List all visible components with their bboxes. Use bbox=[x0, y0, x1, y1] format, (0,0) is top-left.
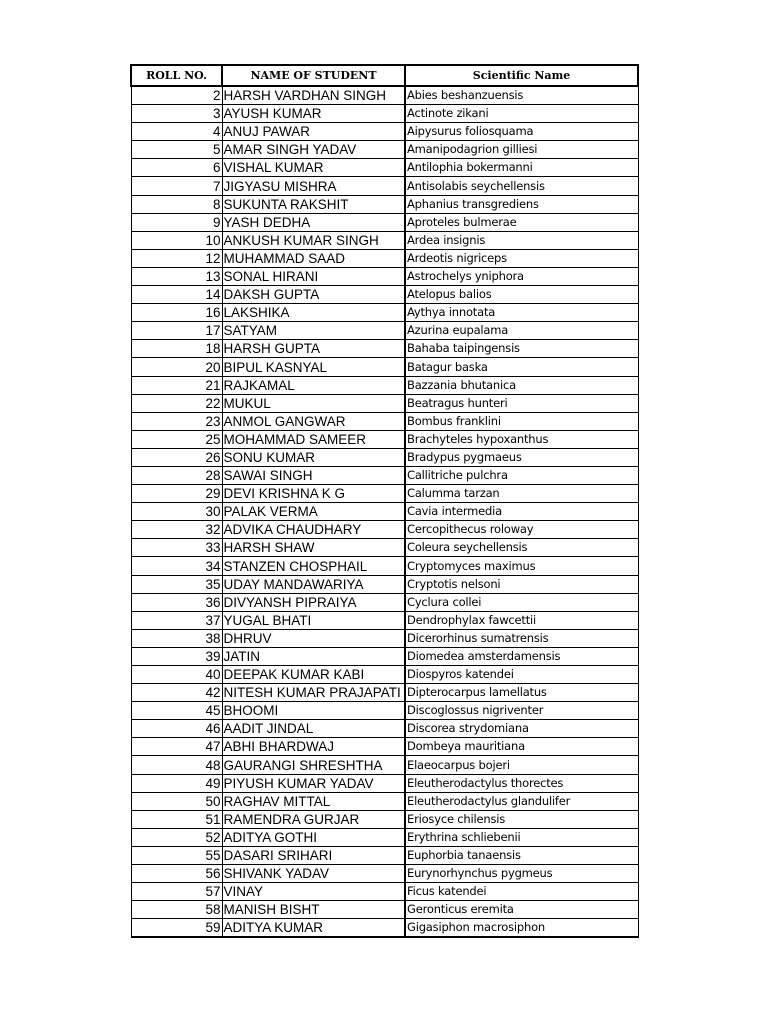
scientific-name-cell: Dendrophylax fawcettii bbox=[405, 611, 638, 629]
roll-number-cell: 55 bbox=[131, 846, 222, 864]
scientific-name-cell: Aipysurus foliosquama bbox=[405, 123, 638, 141]
table-row bbox=[131, 593, 638, 611]
roll-number-cell: 48 bbox=[131, 756, 222, 774]
student-name-cell: ABHI BHARDWAJ bbox=[222, 738, 405, 756]
student-name-cell: RAMENDRA GURJAR bbox=[222, 810, 405, 828]
roll-number-cell: 3 bbox=[131, 105, 222, 123]
scientific-name-cell: Aproteles bulmerae bbox=[405, 213, 638, 231]
student-name-cell: DIVYANSH PIPRAIYA bbox=[222, 593, 405, 611]
scientific-name-cell: Coleura seychellensis bbox=[405, 539, 638, 557]
table-row bbox=[131, 521, 638, 539]
roll-number-cell: 33 bbox=[131, 539, 222, 557]
roll-number-cell: 14 bbox=[131, 286, 222, 304]
table-row bbox=[131, 394, 638, 412]
student-name-cell: MOHAMMAD SAMEER bbox=[222, 430, 405, 448]
scientific-name-cell: Eleutherodactylus glandulifer bbox=[405, 792, 638, 810]
header-roll-no: ROLL NO. bbox=[131, 65, 222, 86]
scientific-name-cell: Amanipodagrion gilliesi bbox=[405, 141, 638, 159]
student-name-cell: MUHAMMAD SAAD bbox=[222, 249, 405, 267]
header-row bbox=[131, 65, 638, 86]
roll-number-cell: 23 bbox=[131, 412, 222, 430]
scientific-name-cell: Ficus katendei bbox=[405, 883, 638, 901]
scientific-name-cell: Brachyteles hypoxanthus bbox=[405, 430, 638, 448]
table-row bbox=[131, 412, 638, 430]
table-row bbox=[131, 503, 638, 521]
table-row bbox=[131, 774, 638, 792]
roll-number-cell: 10 bbox=[131, 231, 222, 249]
scientific-name-cell: Astrochelys yniphora bbox=[405, 267, 638, 285]
student-name-cell: JATIN bbox=[222, 647, 405, 665]
roll-number-cell: 30 bbox=[131, 503, 222, 521]
scientific-name-cell: Bahaba taipingensis bbox=[405, 340, 638, 358]
scientific-name-cell: Erythrina schliebenii bbox=[405, 828, 638, 846]
student-name-cell: AADIT JINDAL bbox=[222, 720, 405, 738]
roll-number-cell: 21 bbox=[131, 376, 222, 394]
student-name-cell: SONAL HIRANI bbox=[222, 267, 405, 285]
table-row bbox=[131, 466, 638, 484]
table-row bbox=[131, 792, 638, 810]
roll-number-cell: 59 bbox=[131, 919, 222, 938]
scientific-name-cell: Aythya innotata bbox=[405, 304, 638, 322]
roll-number-cell: 49 bbox=[131, 774, 222, 792]
student-name-cell: HARSH VARDHAN SINGH bbox=[222, 86, 405, 105]
table-row bbox=[131, 901, 638, 919]
roll-number-cell: 4 bbox=[131, 123, 222, 141]
roll-number-cell: 51 bbox=[131, 810, 222, 828]
scientific-name-cell: Gigasiphon macrosiphon bbox=[405, 919, 638, 938]
student-name-cell: DHRUV bbox=[222, 629, 405, 647]
scientific-name-cell: Cryptomyces maximus bbox=[405, 557, 638, 575]
table-row bbox=[131, 286, 638, 304]
table-row bbox=[131, 702, 638, 720]
roll-number-cell: 20 bbox=[131, 358, 222, 376]
scientific-name-cell: Discoglossus nigriventer bbox=[405, 702, 638, 720]
header-student-name: NAME OF STUDENT bbox=[222, 65, 405, 86]
table-row bbox=[131, 304, 638, 322]
scientific-name-cell: Beatragus hunteri bbox=[405, 394, 638, 412]
scientific-name-cell: Cyclura collei bbox=[405, 593, 638, 611]
scientific-name-cell: Eleutherodactylus thorectes bbox=[405, 774, 638, 792]
scientific-name-cell: Cercopithecus roloway bbox=[405, 521, 638, 539]
scientific-name-cell: Bazzania bhutanica bbox=[405, 376, 638, 394]
table-row bbox=[131, 105, 638, 123]
student-name-cell: ANUJ PAWAR bbox=[222, 123, 405, 141]
table-row bbox=[131, 865, 638, 883]
roll-number-cell: 38 bbox=[131, 629, 222, 647]
student-name-cell: DEEPAK KUMAR KABI bbox=[222, 666, 405, 684]
student-name-cell: DAKSH GUPTA bbox=[222, 286, 405, 304]
student-name-cell: DASARI SRIHARI bbox=[222, 846, 405, 864]
student-name-cell: YASH DEDHA bbox=[222, 213, 405, 231]
roll-number-cell: 16 bbox=[131, 304, 222, 322]
student-name-cell: ANKUSH KUMAR SINGH bbox=[222, 231, 405, 249]
roll-number-cell: 5 bbox=[131, 141, 222, 159]
student-name-cell: SONU KUMAR bbox=[222, 448, 405, 466]
roll-number-cell: 56 bbox=[131, 865, 222, 883]
roll-number-cell: 52 bbox=[131, 828, 222, 846]
scientific-name-cell: Dipterocarpus lamellatus bbox=[405, 684, 638, 702]
table-row bbox=[131, 177, 638, 195]
table-row bbox=[131, 629, 638, 647]
table-row bbox=[131, 322, 638, 340]
scientific-name-cell: Cavia intermedia bbox=[405, 503, 638, 521]
roll-number-cell: 42 bbox=[131, 684, 222, 702]
table-row bbox=[131, 448, 638, 466]
student-name-cell: SATYAM bbox=[222, 322, 405, 340]
scientific-name-cell: Aphanius transgrediens bbox=[405, 195, 638, 213]
table-row bbox=[131, 430, 638, 448]
roll-number-cell: 6 bbox=[131, 159, 222, 177]
roll-number-cell: 39 bbox=[131, 647, 222, 665]
roll-number-cell: 7 bbox=[131, 177, 222, 195]
table-row bbox=[131, 86, 638, 105]
roll-number-cell: 25 bbox=[131, 430, 222, 448]
student-name-cell: NITESH KUMAR PRAJAPATI bbox=[222, 684, 405, 702]
scientific-name-cell: Diomedea amsterdamensis bbox=[405, 647, 638, 665]
roll-number-cell: 32 bbox=[131, 521, 222, 539]
scientific-name-cell: Antilophia bokermanni bbox=[405, 159, 638, 177]
table-row bbox=[131, 738, 638, 756]
scientific-name-cell: Elaeocarpus bojeri bbox=[405, 756, 638, 774]
roll-number-cell: 17 bbox=[131, 322, 222, 340]
table-row bbox=[131, 810, 638, 828]
scientific-name-cell: Azurina eupalama bbox=[405, 322, 638, 340]
roll-number-cell: 2 bbox=[131, 86, 222, 105]
scientific-name-cell: Dombeya mauritiana bbox=[405, 738, 638, 756]
table-row bbox=[131, 340, 638, 358]
student-name-cell: VINAY bbox=[222, 883, 405, 901]
roll-number-cell: 47 bbox=[131, 738, 222, 756]
scientific-name-cell: Batagur baska bbox=[405, 358, 638, 376]
roll-number-cell: 34 bbox=[131, 557, 222, 575]
student-name-cell: LAKSHIKA bbox=[222, 304, 405, 322]
student-name-cell: RAJKAMAL bbox=[222, 376, 405, 394]
roll-number-cell: 50 bbox=[131, 792, 222, 810]
roll-number-cell: 8 bbox=[131, 195, 222, 213]
table-row bbox=[131, 666, 638, 684]
scientific-name-cell: Ardeotis nigriceps bbox=[405, 249, 638, 267]
roll-number-cell: 40 bbox=[131, 666, 222, 684]
table-row bbox=[131, 249, 638, 267]
scientific-name-cell: Bradypus pygmaeus bbox=[405, 448, 638, 466]
roll-number-cell: 58 bbox=[131, 901, 222, 919]
table-row bbox=[131, 231, 638, 249]
table-row bbox=[131, 267, 638, 285]
table-row bbox=[131, 485, 638, 503]
table-body bbox=[131, 86, 638, 937]
student-name-cell: DEVI KRISHNA K G bbox=[222, 485, 405, 503]
student-name-cell: RAGHAV MITTAL bbox=[222, 792, 405, 810]
roll-number-cell: 9 bbox=[131, 213, 222, 231]
student-name-cell: ADITYA GOTHI bbox=[222, 828, 405, 846]
roll-number-cell: 45 bbox=[131, 702, 222, 720]
table-row bbox=[131, 159, 638, 177]
table-row bbox=[131, 141, 638, 159]
table-row bbox=[131, 213, 638, 231]
scientific-name-cell: Diospyros katendei bbox=[405, 666, 638, 684]
roll-number-cell: 12 bbox=[131, 249, 222, 267]
scientific-name-cell: Eriosyce chilensis bbox=[405, 810, 638, 828]
student-name-cell: SUKUNTA RAKSHIT bbox=[222, 195, 405, 213]
scientific-name-cell: Discorea strydomiana bbox=[405, 720, 638, 738]
table-row bbox=[131, 919, 638, 938]
table-row bbox=[131, 123, 638, 141]
student-name-cell: ADVIKA CHAUDHARY bbox=[222, 521, 405, 539]
roll-number-cell: 37 bbox=[131, 611, 222, 629]
scientific-name-cell: Atelopus balios bbox=[405, 286, 638, 304]
table-row bbox=[131, 539, 638, 557]
roll-number-cell: 36 bbox=[131, 593, 222, 611]
scientific-name-cell: Cryptotis nelsoni bbox=[405, 575, 638, 593]
student-name-cell: SHIVANK YADAV bbox=[222, 865, 405, 883]
table-row bbox=[131, 756, 638, 774]
student-name-cell: STANZEN CHOSPHAIL bbox=[222, 557, 405, 575]
roll-number-cell: 35 bbox=[131, 575, 222, 593]
roll-number-cell: 18 bbox=[131, 340, 222, 358]
student-name-cell: GAURANGI SHRESHTHA bbox=[222, 756, 405, 774]
table-row bbox=[131, 684, 638, 702]
table-row bbox=[131, 376, 638, 394]
table-row bbox=[131, 647, 638, 665]
student-name-cell: VISHAL KUMAR bbox=[222, 159, 405, 177]
scientific-name-cell: Antisolabis seychellensis bbox=[405, 177, 638, 195]
student-name-cell: BHOOMI bbox=[222, 702, 405, 720]
table-row bbox=[131, 883, 638, 901]
table-header bbox=[131, 65, 638, 86]
student-name-cell: MUKUL bbox=[222, 394, 405, 412]
scientific-name-cell: Eurynorhynchus pygmeus bbox=[405, 865, 638, 883]
student-name-cell: YUGAL BHATI bbox=[222, 611, 405, 629]
scientific-name-cell: Callitriche pulchra bbox=[405, 466, 638, 484]
roll-number-cell: 46 bbox=[131, 720, 222, 738]
student-name-cell: ANMOL GANGWAR bbox=[222, 412, 405, 430]
table-row bbox=[131, 846, 638, 864]
roll-number-cell: 28 bbox=[131, 466, 222, 484]
student-name-cell: SAWAI SINGH bbox=[222, 466, 405, 484]
table-row bbox=[131, 358, 638, 376]
student-name-cell: PALAK VERMA bbox=[222, 503, 405, 521]
scientific-name-cell: Dicerorhinus sumatrensis bbox=[405, 629, 638, 647]
scientific-name-cell: Geronticus eremita bbox=[405, 901, 638, 919]
student-species-table bbox=[130, 64, 639, 938]
scientific-name-cell: Actinote zikani bbox=[405, 105, 638, 123]
student-name-cell: AYUSH KUMAR bbox=[222, 105, 405, 123]
student-name-cell: ADITYA KUMAR bbox=[222, 919, 405, 938]
student-name-cell: AMAR SINGH YADAV bbox=[222, 141, 405, 159]
roll-number-cell: 26 bbox=[131, 448, 222, 466]
student-name-cell: UDAY MANDAWARIYA bbox=[222, 575, 405, 593]
student-name-cell: MANISH BISHT bbox=[222, 901, 405, 919]
student-name-cell: HARSH GUPTA bbox=[222, 340, 405, 358]
table-row bbox=[131, 828, 638, 846]
student-name-cell: HARSH SHAW bbox=[222, 539, 405, 557]
scientific-name-cell: Bombus franklini bbox=[405, 412, 638, 430]
table-row bbox=[131, 557, 638, 575]
roll-number-cell: 57 bbox=[131, 883, 222, 901]
table-row bbox=[131, 195, 638, 213]
header-scientific-name: Scientific Name bbox=[405, 65, 638, 86]
student-name-cell: JIGYASU MISHRA bbox=[222, 177, 405, 195]
scientific-name-cell: Calumma tarzan bbox=[405, 485, 638, 503]
student-name-cell: BIPUL KASNYAL bbox=[222, 358, 405, 376]
student-name-cell: PIYUSH KUMAR YADAV bbox=[222, 774, 405, 792]
scientific-name-cell: Euphorbia tanaensis bbox=[405, 846, 638, 864]
table-row bbox=[131, 720, 638, 738]
table-row bbox=[131, 575, 638, 593]
scientific-name-cell: Ardea insignis bbox=[405, 231, 638, 249]
roll-number-cell: 13 bbox=[131, 267, 222, 285]
table-row bbox=[131, 611, 638, 629]
roll-number-cell: 22 bbox=[131, 394, 222, 412]
roll-number-cell: 29 bbox=[131, 485, 222, 503]
scientific-name-cell: Abies beshanzuensis bbox=[405, 86, 638, 105]
